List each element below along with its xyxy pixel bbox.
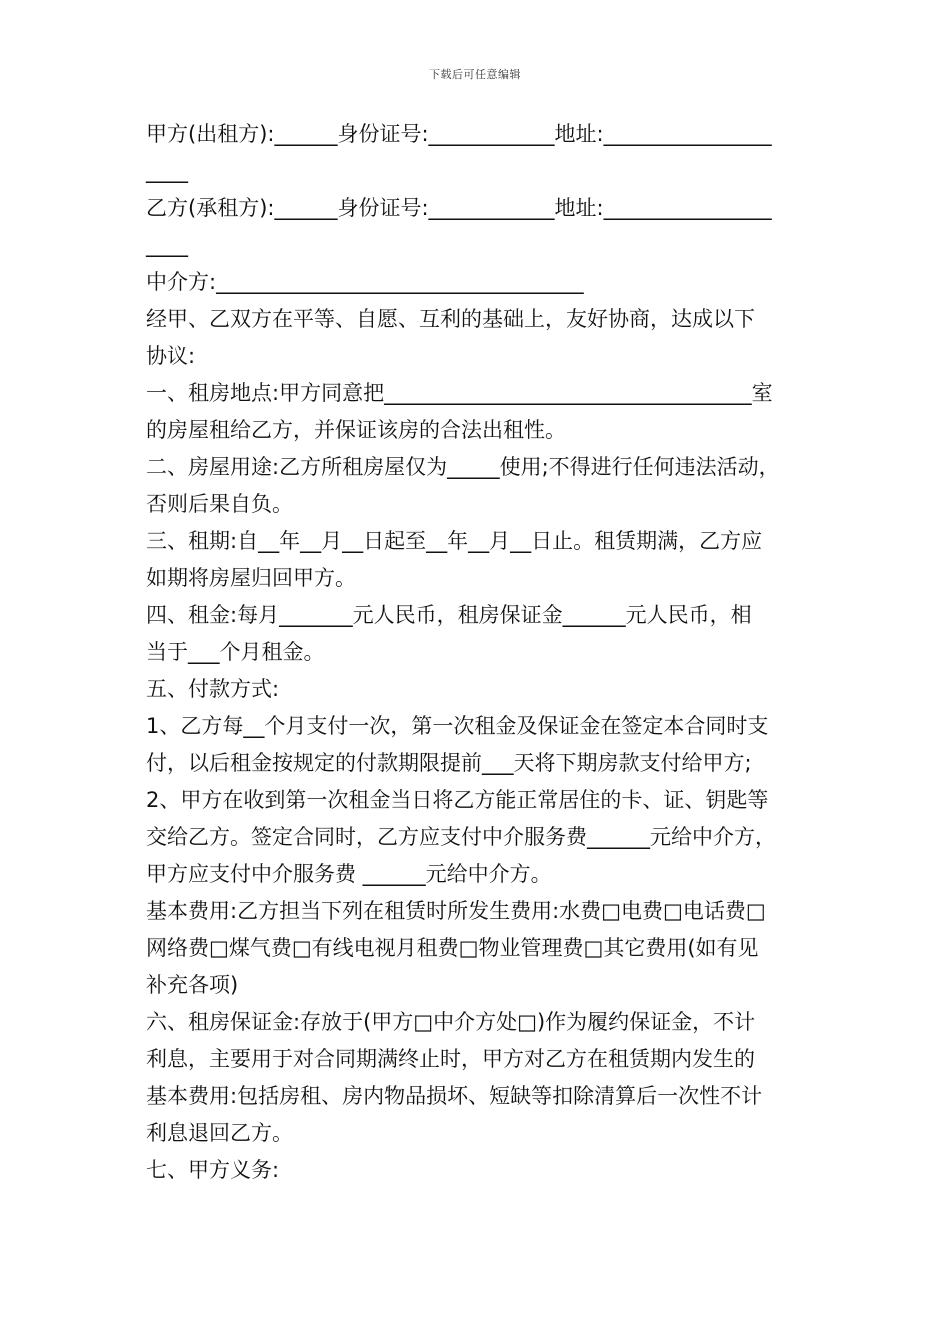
clause-5-heading: 五、付款方式:	[146, 677, 280, 701]
party-b-line-cont: ____	[146, 233, 188, 257]
payment-item-2-line: 甲方应支付中介服务费 ______元给中介方。	[146, 862, 552, 886]
party-a-line: 甲方(出租方):______身份证号:____________地址:________________	[146, 122, 772, 146]
preamble-line: 协议:	[146, 344, 196, 368]
payment-item-2-line: 2、甲方在收到第一次租金当日将乙方能正常居住的卡、证、钥匙等	[146, 788, 769, 812]
clause-7-heading: 七、甲方义务:	[146, 1158, 280, 1182]
payment-item-1-line: 1、乙方每__个月支付一次，第一次租金及保证金在签定本合同时支	[146, 714, 769, 738]
clause-1-line: 的房屋租给乙方，并保证该房的合法出租性。	[146, 418, 566, 442]
payment-item-1-line: 付，以后租金按规定的付款期限提前___天将下期房款支付给甲方;	[146, 751, 752, 775]
contract-body	[146, 116, 816, 1189]
basic-fees-line: 网络费□煤气费□有线电视月租费□物业管理费□其它费用(如有见	[146, 936, 759, 960]
clause-6-line: 利息退回乙方。	[146, 1121, 293, 1145]
clause-1-line: 一、租房地点:甲方同意把___________________________________室	[146, 381, 773, 405]
clause-4-line: 当于___个月租金。	[146, 640, 325, 664]
party-b-line: 乙方(承租方):______身份证号:____________地址:________________	[146, 196, 772, 220]
clause-3-line: 三、租期:自__年__月__日起至__年__月__日止。租赁期满，乙方应	[146, 529, 763, 553]
clause-6-line: 六、租房保证金:存放于(甲方□中介方处□)作为履约保证金，不计	[146, 1010, 756, 1034]
clause-3-line: 如期将房屋归回甲方。	[146, 566, 356, 590]
party-a-line-cont: ____	[146, 159, 188, 183]
preamble-line: 经甲、乙双方在平等、自愿、互利的基础上，友好协商，达成以下	[146, 307, 755, 331]
agent-line: 中介方:___________________________________	[146, 270, 584, 294]
basic-fees-line: 基本费用:乙方担当下列在租赁时所发生费用:水费□电费□电话费□	[146, 899, 766, 923]
clause-2-line: 否则后果自负。	[146, 492, 293, 516]
clause-6-line: 基本费用:包括房租、房内物品损坏、短缺等扣除清算后一次性不计	[146, 1084, 763, 1108]
clause-2-line: 二、房屋用途:乙方所租房屋仅为_____使用;不得进行任何违法活动，	[146, 455, 780, 479]
clause-4-line: 四、租金:每月_______元人民币，租房保证金______元人民币，相	[146, 603, 752, 627]
payment-item-2-line: 交给乙方。签定合同时，乙方应支付中介服务费______元给中介方，	[146, 825, 776, 849]
clause-6-line: 利息，主要用于对合同期满终止时，甲方对乙方在租赁期内发生的	[146, 1047, 755, 1071]
page-header: 下载后可任意编辑	[429, 68, 521, 81]
basic-fees-line: 补充各项)	[146, 973, 239, 997]
